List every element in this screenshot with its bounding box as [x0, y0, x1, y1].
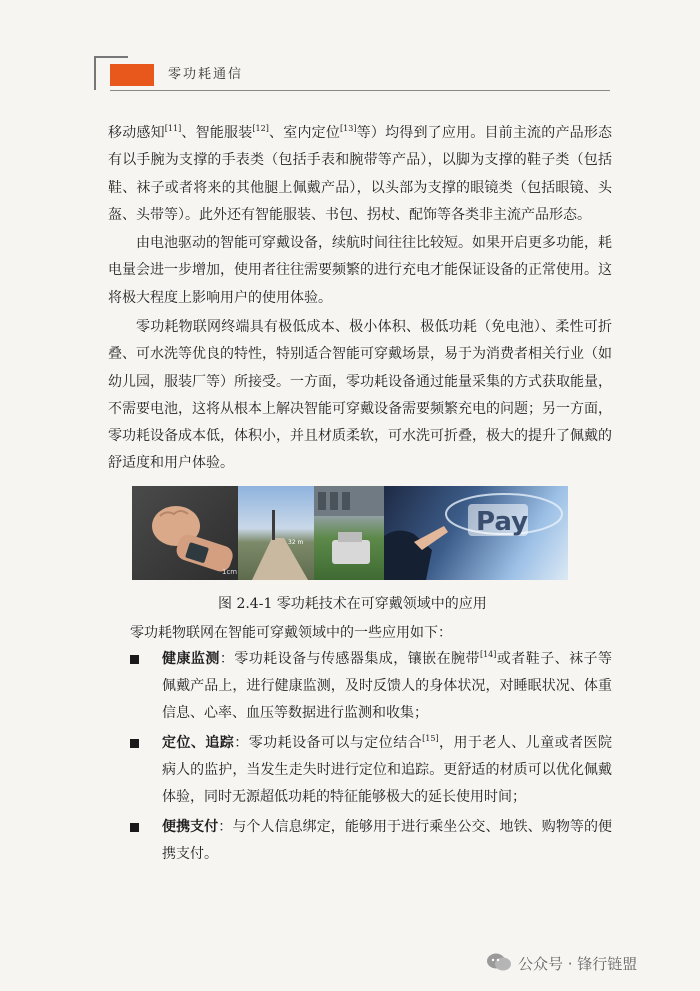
watermark-text: 公众号 · 锋行链盟	[518, 955, 638, 973]
citation-12: [12]	[252, 124, 269, 133]
square-bullet-icon	[130, 739, 139, 748]
paragraph-1-part-b: 、智能服装	[181, 125, 253, 141]
figure-panel-payment	[384, 486, 568, 580]
figure-panel-outdoor-path	[238, 486, 314, 580]
list-item-health-monitoring	[128, 646, 612, 727]
scale-label: 1cm	[222, 568, 238, 576]
payment-illustration	[384, 486, 568, 580]
figure-panel-wrist-device	[132, 486, 238, 580]
list-item-text: ：零功耗设备可以与定位结合	[234, 735, 423, 751]
list-item-text-cont: ，用于老人、儿童或者医院病人的监护，当发生走失时进行定位和追踪。更舒适的材质可以优化佩戴体验，同时无源超低功耗的特征能够极大的延长使用时间；	[162, 735, 613, 805]
list-item-text: ：与个人信息绑定，能够用于进行乘坐公交、地铁、购物等的便携支付。	[162, 819, 613, 862]
paragraph-1-part-a: 移动感知	[108, 125, 165, 141]
pay-text: Pay	[476, 507, 529, 537]
citation-15: [15]	[422, 734, 439, 743]
application-list	[128, 646, 612, 871]
paragraph-1	[108, 120, 612, 229]
figure-panel-test-rig	[314, 486, 384, 580]
header-rule	[110, 90, 610, 91]
list-item-payment	[128, 814, 612, 868]
citation-13: [13]	[340, 124, 357, 133]
citation-14: [14]	[479, 650, 497, 659]
list-item-lead: 定位、追踪	[162, 735, 235, 751]
citation-11: [11]	[164, 124, 182, 133]
list-item-positioning	[128, 730, 612, 811]
distance-label: 32 m	[288, 539, 304, 546]
figure-caption: 图 2.4-1 零功耗技术在可穿戴领域中的应用	[218, 596, 487, 612]
header-accent-block	[110, 64, 154, 86]
paragraph-2: 由电池驱动的智能可穿戴设备，续航时间往往比较短。如果开启更多功能，耗电量会进一步增加，使用者往往需要频繁的进行充电才能保证设备的正常使用。这将极大程度上影响用户的使用体验。	[108, 235, 612, 306]
list-item-lead: 健康监测	[162, 651, 220, 667]
paragraph-1-part-c: 、室内定位	[268, 125, 341, 141]
list-item-text: ：零功耗设备与传感器集成，镶嵌在腕带	[219, 651, 480, 667]
paragraph-1-part-d: 等）均得到了应用。目前主流的产品形态有以手腕为支撑的手表类（包括手表和腕带等产品），以脚为支撑的鞋子类（包括鞋、袜子或者将来的其他腿上佩戴产品），以头部为支撑的眼镜类（包括眼镜、头盔、头带等）。此外还有智能服装、书包、拐杖、配饰等各类非主流产品形态。	[108, 125, 613, 223]
square-bullet-icon	[130, 823, 139, 832]
path-illustration	[238, 486, 314, 580]
header-title: 零功耗通信	[168, 67, 244, 82]
rig-illustration	[314, 486, 384, 580]
square-bullet-icon	[130, 655, 139, 664]
wechat-logo-icon	[486, 952, 512, 972]
wrist-illustration	[132, 486, 238, 580]
paragraph-3: 零功耗物联网终端具有极低成本、极小体积、极低功耗（免电池）、柔性可折叠、可水洗等优良的特性，特别适合智能可穿戴场景，易于为消费者相关行业（如幼儿园，服装厂等）所接受。一方面，零功耗设备通过能量采集的方式获取能量，不需要电池，这将从根本上解决智能可穿戴设备需要频繁充电的问题；另一方面，零功耗设备成本低，体积小，并且材质柔软，可水洗可折叠，极大的提升了佩戴的舒适度和用户体验。	[108, 319, 612, 472]
list-item-lead: 便携支付	[162, 819, 219, 835]
list-item-text-cont: 或者鞋子、袜子等佩戴产品上，进行健康监测，及时反馈人的身体状况，对睡眠状况、体重信息、心率、血压等数据进行监测和收集；	[162, 651, 613, 721]
list-intro: 零功耗物联网在智能可穿戴领域中的一些应用如下：	[130, 625, 452, 641]
figure-wearable-applications	[132, 486, 568, 580]
